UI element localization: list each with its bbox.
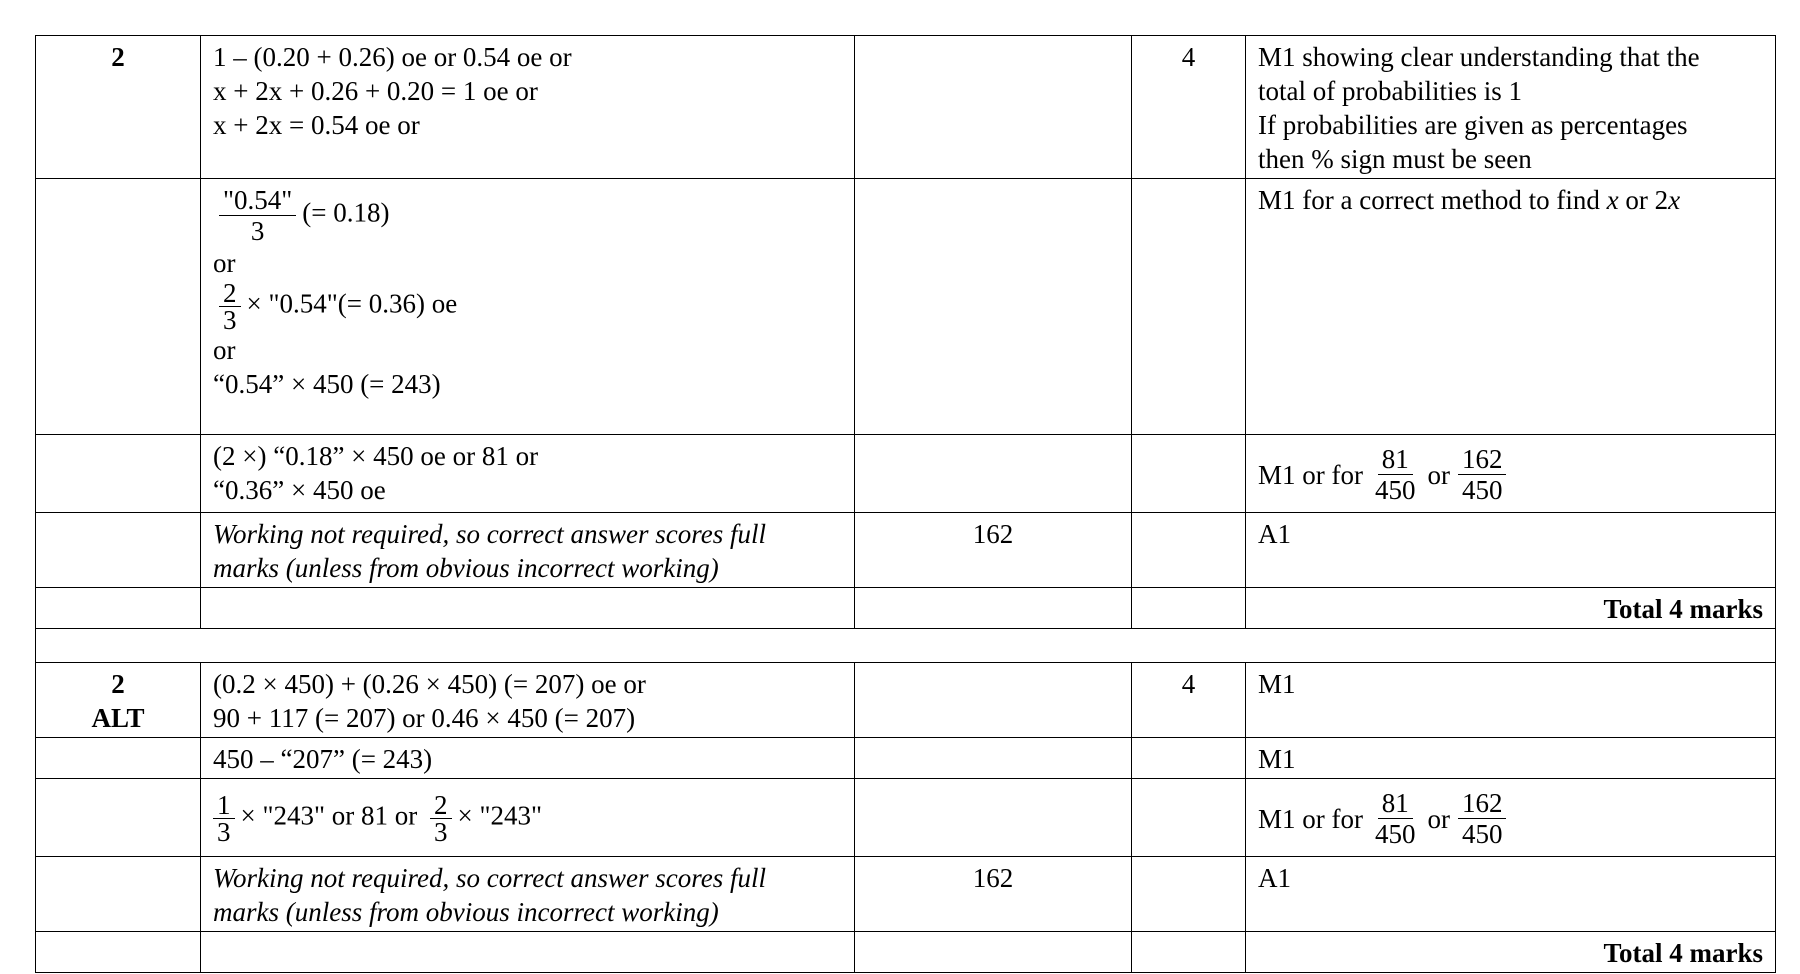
fraction: $\frac{81}{450}$ [1374,444,1416,505]
notes-line: If probabilities are given as percentages [1258,110,1688,140]
s2-row-4 [36,857,1776,932]
answer-cell: 162 [855,513,1132,588]
notes-cell [1246,36,1776,179]
answer-cell [855,36,1132,179]
s1-row-3 [36,435,1776,513]
s2-row-1 [36,663,1776,738]
fraction: $\frac{1}{3}$ [213,792,235,845]
working-cell: $\frac{1}{3}$ × "243" or 81 or $\frac{2}{3}$ × "243" [201,779,855,857]
question-number: 2 ALT [36,663,201,738]
spacer-row [36,629,1776,663]
working-cell: (2 ×) “0.18” × 450 oe or 81 or “0.36” × 450 oe [201,435,855,513]
question-number-empty [36,179,201,435]
s1-total-row [36,588,1776,629]
s1-row-4 [36,513,1776,588]
fraction: $\frac{81}{450}$ [1374,788,1416,849]
fraction: $\frac{162}{450}$ [1458,444,1507,505]
working-cell [201,36,855,179]
working-cell: 450 – “207” (= 243) [201,738,855,779]
working-cell: $\frac{"0.54"}{3}$ (= 0.18) or $\frac{2}{3}$ × "0.54"(= 0.36) oe or “0.54” × 450 (= 243) [201,179,855,435]
notes-cell: M1 [1246,663,1776,738]
working-cell: Working not required, so correct answer scores full marks (unless from obvious incorrect working) [201,857,855,932]
notes-cell: A1 [1246,513,1776,588]
total-marks: Total 4 marks [1246,932,1776,973]
working-cell: Working not required, so correct answer scores full marks (unless from obvious incorrect working) [201,513,855,588]
notes-line: total of probabilities is 1 [1258,76,1522,106]
notes-cell: M1 for a correct method to find x or 2x [1246,179,1776,435]
question-number: 2 [36,36,201,179]
notes-line: then % sign must be seen [1258,144,1532,174]
working-line: x + 2x + 0.26 + 0.20 = 1 oe or [213,76,538,106]
working-line: x + 2x = 0.54 oe or [213,110,420,140]
answer-cell [855,179,1132,435]
fraction: $\frac{162}{450}$ [1458,788,1507,849]
working-cell: (0.2 × 450) + (0.26 × 450) (= 207) oe or 90 + 117 (= 207) or 0.46 × 450 (= 207) [201,663,855,738]
total-marks: Total 4 marks [1246,588,1776,629]
s1-row-2 [36,179,1776,435]
marks-cell [1132,179,1246,435]
s1-row-1 [36,36,1776,179]
fraction: $\frac{2}{3}$ [430,792,452,845]
mark-scheme-table [35,35,1776,973]
notes-cell: M1 or for $\frac{81}{450}$ or $\frac{162}{450}$ [1246,779,1776,857]
s2-total-row [36,932,1776,973]
marks-cell: 4 [1132,663,1246,738]
notes-cell: M1 [1246,738,1776,779]
notes-cell: M1 or for $\frac{81}{450}$ or $\frac{162}{450}$ [1246,435,1776,513]
s2-row-2 [36,738,1776,779]
notes-line: M1 showing clear understanding that the [1258,42,1700,72]
answer-cell: 162 [855,857,1132,932]
notes-cell: A1 [1246,857,1776,932]
working-line: 1 – (0.20 + 0.26) oe or 0.54 oe or [213,42,572,72]
marks-cell: 4 [1132,36,1246,179]
s2-row-3 [36,779,1776,857]
fraction: $\frac{"0.54"}{3}$ [219,185,296,246]
fraction: $\frac{2}{3}$ [219,280,241,333]
